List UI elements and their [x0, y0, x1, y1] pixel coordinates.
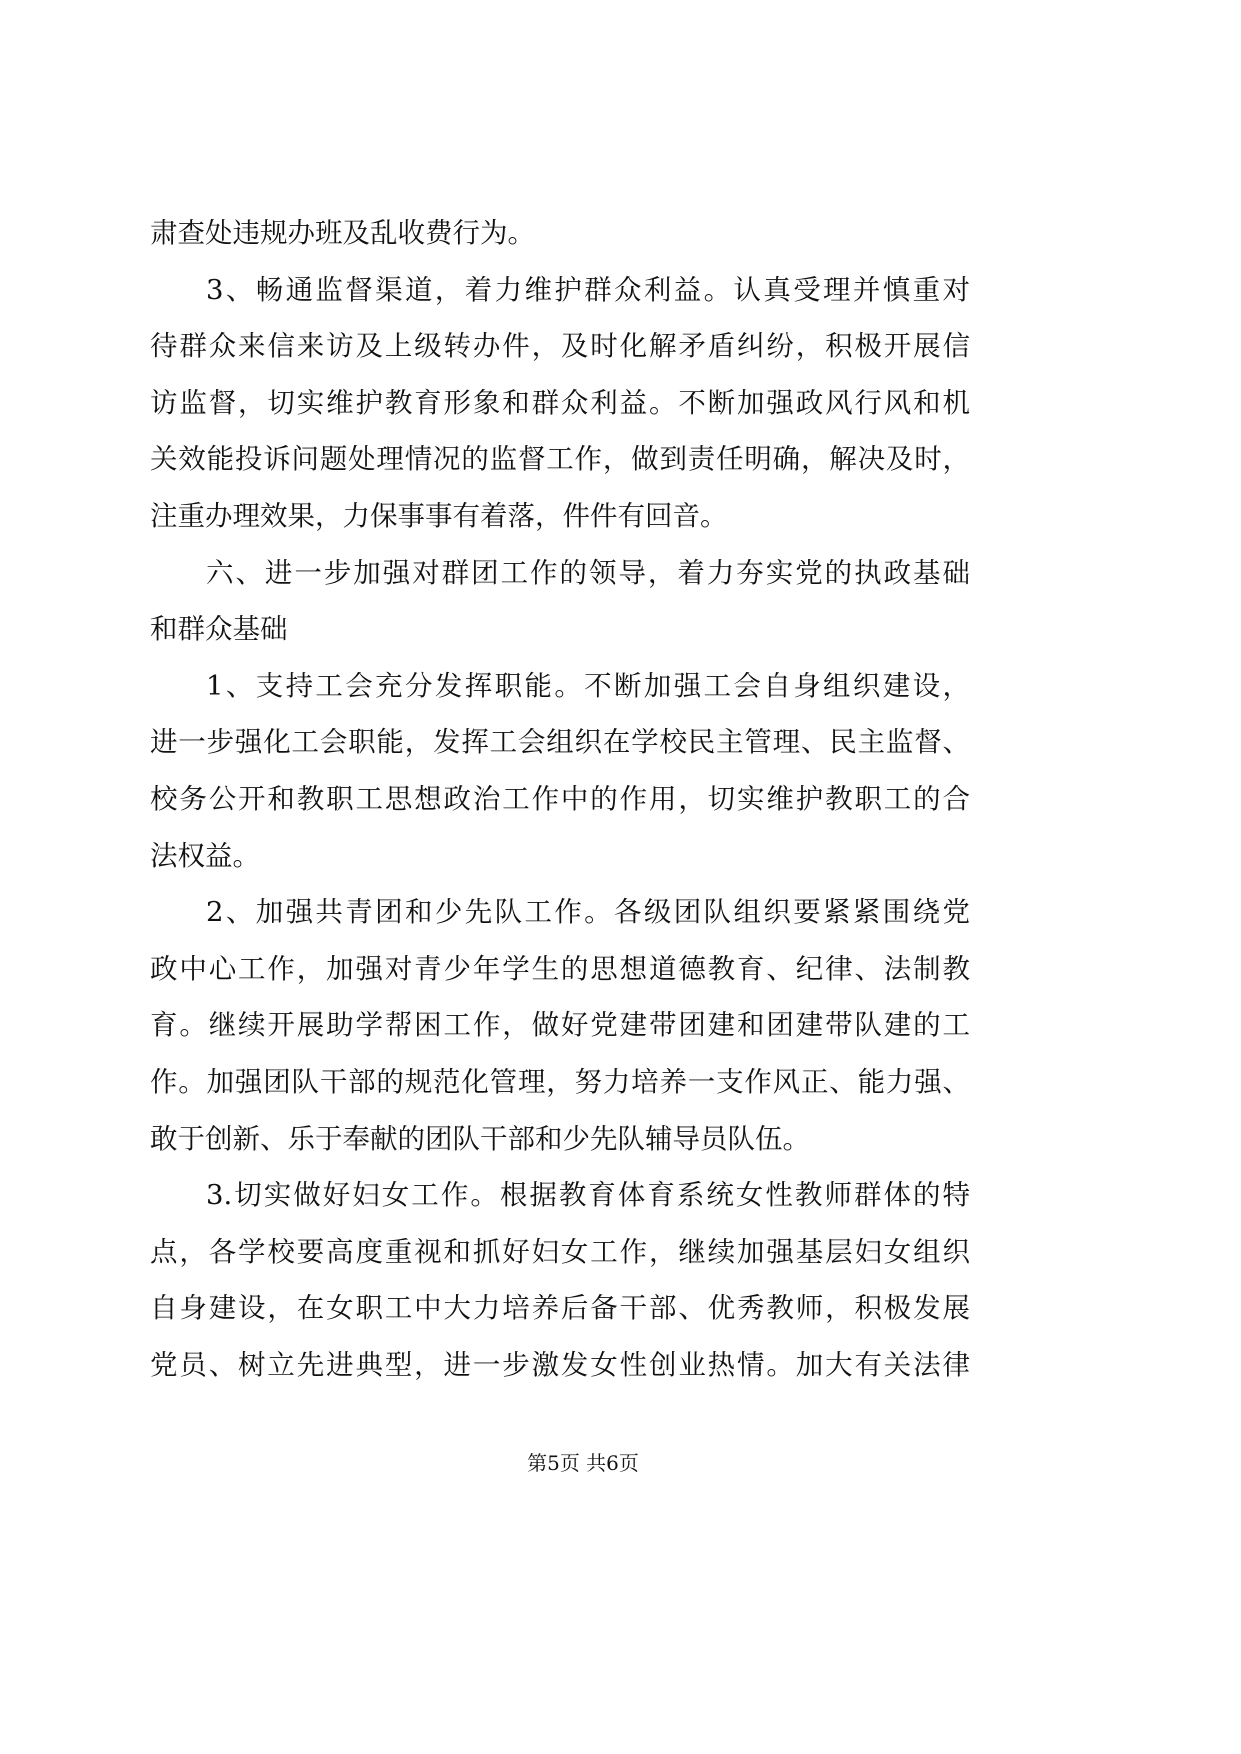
text-line: 3.切实做好妇女工作。根据教育体育系统女性教师群体的特 — [206, 1179, 970, 1212]
text-line: 育。继续开展助学帮困工作，做好党建带团建和团建带队建的工 — [150, 1009, 970, 1042]
text-line: 党员、树立先进典型，进一步激发女性创业热情。加大有关法律 — [150, 1348, 970, 1381]
text-line: 政中心工作，加强对青少年学生的思想道德教育、纪律、法制教 — [150, 952, 970, 985]
text-line: 校务公开和教职工思想政治工作中的作用，切实维护教职工的合 — [150, 782, 970, 815]
text-line: 1、支持工会充分发挥职能。不断加强工会自身组织建设， — [206, 669, 970, 702]
text-line: 注重办理效果，力保事事有着落，件件有回音。 — [150, 499, 728, 532]
text-line: 肃查处违规办班及乱收费行为。 — [150, 217, 535, 249]
text-line: 法权益。 — [150, 839, 260, 872]
text-line: 六、进一步加强对群团工作的领导，着力夯实党的执政基础 — [206, 556, 970, 589]
text-line: 敢于创新、乐于奉献的团队干部和少先队辅导员队伍。 — [150, 1122, 810, 1155]
text-line: 和群众基础 — [150, 613, 288, 646]
text-line: 关效能投诉问题处理情况的监督工作，做到责任明确，解决及时， — [150, 443, 970, 476]
page-footer: 第5页 共6页 — [527, 1451, 639, 1475]
text-line: 访监督，切实维护教育形象和群众利益。不断加强政风行风和机 — [150, 386, 970, 419]
text-line: 待群众来信来访及上级转办件，及时化解矛盾纠纷，积极开展信 — [150, 330, 970, 363]
text-line: 2、加强共青团和少先队工作。各级团队组织要紧紧围绕党 — [206, 896, 970, 929]
document-body — [150, 205, 970, 1393]
text-line: 进一步强化工会职能，发挥工会组织在学校民主管理、民主监督、 — [150, 726, 970, 759]
text-line: 作。加强团队干部的规范化管理，努力培养一支作风正、能力强、 — [150, 1065, 970, 1098]
text-line: 自身建设，在女职工中大力培养后备干部、优秀教师，积极发展 — [150, 1292, 970, 1325]
text-line: 点，各学校要高度重视和抓好妇女工作，继续加强基层妇女组织 — [150, 1235, 970, 1268]
text-line: 3、畅通监督渠道，着力维护群众利益。认真受理并慎重对 — [206, 273, 970, 306]
